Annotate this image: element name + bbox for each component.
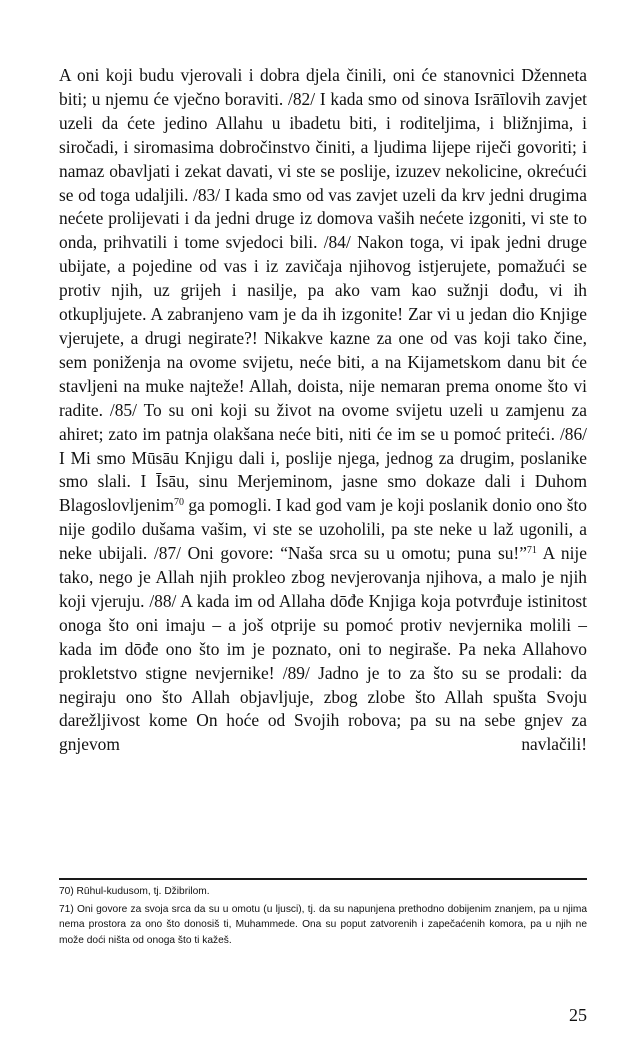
main-text: [59, 64, 587, 757]
footnote-ref-71: 71: [526, 545, 537, 557]
text-part-1: A oni koji budu vjerovali i dobra djela činili, oni će stanovnici Dženneta biti; u njemu će vječno boraviti. /82/ I kada smo od sinova Isrāīlovih zavjet uzeli da ćete jedino Allahu u ibadetu biti, i roditeljima, i bližnjima, i siročadi, i siromasima dobročinstvo činiti, a ljudima lijepe riječi govoriti; i namaz obavljati i zekat davati, vi ste se poslije, izuzev nekolicine, okrećući se od toga udaljili. /83/ I kada smo od vas zavjet uzeli da krv jedni drugima nećete prolijevati i da jedni druge iz domova vaših nećete izgoniti, vi ste to onda, prihvatili i tome svjedoci bili. /84/ Nakon toga, vi ipak jedni druge ubijate, a pojedine od vas i iz zavičaja njihovog istjerujete, pomažući se protiv njih, uz grijeh i nasilje, pa ako vam kao sužnji dođu, vi ih otkupljujete. A zabranjeno vam je da ih izgonite! Zar vi u jedan dio Knjige vjerujete, a drugi negirate?! Nikakve kazne za one od vas koji tako čine, sem poniženja na ovome svijetu, neće biti, a na Kijametskom danu bit će stavljeni na muke najteže! Allah, doista, nije nemaran prema onome što vi radite. /85/ To su oni koji su život na ovome svijetu uzeli u zamjenu za ahiret; zato im patnja olakšana neće biti, niti će im se u pomoć priteći. /86/ I Mi smo Mūsāu Knjigu dali i, poslije njega, jednog za drugim, poslanike smo slali. I Īsāu, sinu Merjeminom, jasne smo dokaze dali i Duhom Blagoslovljenim: [59, 65, 587, 516]
footnote-ref-70: 70: [173, 497, 184, 509]
text-part-2: ga pomogli. I kad god vam je koji poslanik donio ono što nije godilo dušama vašim, vi ste se uzoholili, pa ste neke u laž ugonili, a neke ubijali. /87/ Oni govore: “Naša srca su u omotu; puna su!”: [59, 495, 587, 564]
footnote-71: 71) Oni govore za svoja srca da su u omotu (u ljusci), tj. da su napunjena prethodno dobijenim znanjem, pa u njima nema prostora za ono što donosiš ti, Muhammede. Ona su poput zatvorenih i zapečaćenih komora, pa u njih ne može doći ništa od onoga što ti kažeš.: [59, 903, 587, 946]
page-number: 25: [569, 1005, 587, 1025]
footnote-divider: [59, 878, 587, 880]
footnotes: [59, 884, 587, 950]
footnote-70: 70) Rūhul-kudusom, tj. Džibrilom.: [59, 886, 210, 897]
text-part-3: A nije tako, nego je Allah njih prokleo zbog nevjerovanja njihova, a malo je njih koji vjeruju. /88/ A kada im od Allaha dōđe Knjiga koja potvrđuje istinitost onoga što oni imaju – a još otprije su pomoć protiv nevjernika molili – kada im dōđe ono što im je poznato, oni to negiraše. Pa neka Allahovo prokletstvo stigne nevjernike! /89/ Jadno je to za što su se prodali: da negiraju ono što Allah objavljuje, zbog zlobe što Allah spušta Svoju darežljivost kome On hoće od Svojih robova; pa su na sebe gnjev za gnjevom navlačili!: [59, 543, 587, 755]
